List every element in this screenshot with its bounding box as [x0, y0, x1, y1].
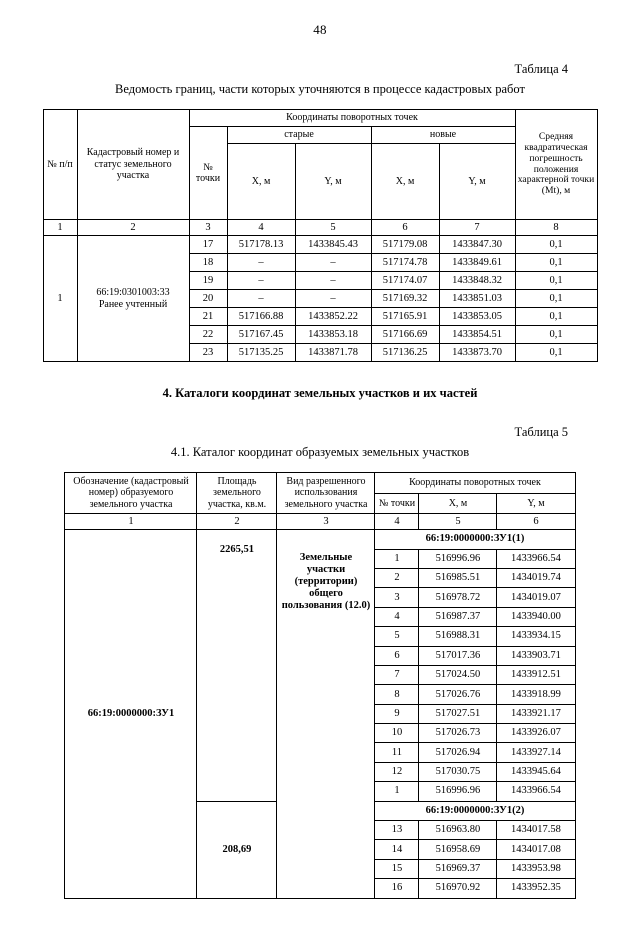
table5-cell-x: 516985.51 [419, 568, 497, 587]
table5-cell-x: 516996.96 [419, 549, 497, 568]
table5-cell-y: 1434019.07 [497, 588, 575, 607]
table4-cell-x-old: – [227, 254, 295, 272]
table-4-boundaries [43, 109, 598, 362]
table4-colnum: 4 [227, 220, 295, 236]
table4-cell-y-old: – [295, 272, 371, 290]
table4-colnum: 8 [515, 220, 597, 236]
table5-cell-y: 1433945.64 [497, 762, 575, 781]
page-number: 48 [313, 22, 327, 37]
table5-cell-x: 516996.96 [419, 782, 497, 801]
table5-cell-y: 1433966.54 [497, 549, 575, 568]
table5-colnum: 3 [277, 514, 375, 530]
table4-cell-y-new: 1433848.32 [439, 272, 515, 290]
table5-cell-permitted-use: Земельные участки (территории) общего пользования (12.0) [277, 530, 375, 898]
table4-cell-y-old: 1433845.43 [295, 236, 371, 254]
table4-cell-point: 23 [189, 344, 227, 362]
table4-th-cadastral: Кадастровый номер и статус земельного участка [77, 110, 189, 220]
table4-cell-y-old: – [295, 290, 371, 308]
table4-th-point-no: № точки [189, 127, 227, 220]
table5-cell-x: 516978.72 [419, 588, 497, 607]
table5-cell-x: 517030.75 [419, 762, 497, 781]
table4-cell-y-old: 1433852.22 [295, 308, 371, 326]
table4-cell-y-old: 1433853.18 [295, 326, 371, 344]
table4-cell-y-new: 1433854.51 [439, 326, 515, 344]
table5-cell-x: 517027.51 [419, 704, 497, 723]
table4-cell-mt: 0,1 [515, 254, 597, 272]
table4-cell-y-old: 1433871.78 [295, 344, 371, 362]
table4-cell-x-old: – [227, 290, 295, 308]
table5-cell-point: 9 [375, 704, 419, 723]
table5-th-designation: Обозначение (кадастровый номер) образуемого земельного участка [65, 473, 197, 514]
table4-cell-y-new: 1433873.70 [439, 344, 515, 362]
table4-header-row-1 [43, 110, 597, 127]
table4-cell-x-new: 517179.08 [371, 236, 439, 254]
table4-cell-x-old: 517167.45 [227, 326, 295, 344]
table4-cell-x-new: 517165.91 [371, 308, 439, 326]
table5-cell-y: 1433940.00 [497, 607, 575, 626]
table5-caption: 4.1. Каталог координат образуемых земельных участков [170, 445, 470, 459]
table5-cell-y: 1434019.74 [497, 568, 575, 587]
table4-cell-mt: 0,1 [515, 308, 597, 326]
table4-colnum: 3 [189, 220, 227, 236]
table5-cell-x: 517024.50 [419, 665, 497, 684]
table4-cell-y-new: 1433851.03 [439, 290, 515, 308]
table5-column-numbers-row [65, 514, 575, 530]
table5-cell-point: 12 [375, 762, 419, 781]
table5-cell-y: 1434017.58 [497, 821, 575, 840]
table5-cell-point: 3 [375, 588, 419, 607]
table4-cell-x-new: 517166.69 [371, 326, 439, 344]
table5-cell-designation: 66:19:0000000:ЗУ1 [65, 530, 197, 898]
table5-cell-point: 16 [375, 879, 419, 898]
table4-th-x-old: X, м [227, 144, 295, 220]
table4-colnum: 2 [77, 220, 189, 236]
table4-th-old-group: старые [227, 127, 371, 144]
table4-cell-point: 19 [189, 272, 227, 290]
table5-cell-point: 7 [375, 665, 419, 684]
table4-cell-mt: 0,1 [515, 344, 597, 362]
table5-cell-point: 1 [375, 549, 419, 568]
table5-th-permitted-use: Вид разрешенного использования земельного участка [277, 473, 375, 514]
table4-th-new-group: новые [371, 127, 515, 144]
table5-cell-y: 1433912.51 [497, 665, 575, 684]
table4-cell-point: 22 [189, 326, 227, 344]
table5-cell-y: 1434017.08 [497, 840, 575, 859]
table4-cell-y-new: 1433847.30 [439, 236, 515, 254]
table4-cell-mt: 0,1 [515, 326, 597, 344]
table5-cell-x: 516987.37 [419, 607, 497, 626]
table4-cell-y-new: 1433849.61 [439, 254, 515, 272]
table5-cell-point: 10 [375, 724, 419, 743]
table4-cell-np: 1 [43, 236, 77, 362]
table5-cell-x: 516969.37 [419, 859, 497, 878]
table4-cell-x-new: 517174.78 [371, 254, 439, 272]
table4-colnum: 1 [43, 220, 77, 236]
table4-cell-x-old: 517166.88 [227, 308, 295, 326]
table4-cell-x-old: – [227, 272, 295, 290]
table4-cell-point: 18 [189, 254, 227, 272]
cadastral-number: 66:19:0301003:33 [96, 287, 170, 299]
table5-group-row [65, 530, 575, 549]
table5-colnum: 1 [65, 514, 197, 530]
table4-cell-point: 17 [189, 236, 227, 254]
table5-cell-x: 517026.76 [419, 685, 497, 704]
table5-cell-y: 1433966.54 [497, 782, 575, 801]
table4-th-y-new: Y, м [439, 144, 515, 220]
table5-th-point-no: № точки [375, 493, 419, 514]
table4-th-y-old: Y, м [295, 144, 371, 220]
table5-th-y: Y, м [497, 493, 575, 514]
table5-label: Таблица 5 [514, 425, 568, 439]
table4-cell-point: 20 [189, 290, 227, 308]
table4-cell-y-old: – [295, 254, 371, 272]
table5-cell-point: 13 [375, 821, 419, 840]
table5-cell-y: 1433918.99 [497, 685, 575, 704]
table5-cell-point: 2 [375, 568, 419, 587]
table5-cell-y: 1433921.17 [497, 704, 575, 723]
table4-cell-mt: 0,1 [515, 290, 597, 308]
table5-cell-x: 516963.80 [419, 821, 497, 840]
table4-colnum: 7 [439, 220, 515, 236]
table5-cell-x: 516970.92 [419, 879, 497, 898]
table5-cell-y: 1433952.35 [497, 879, 575, 898]
table5-cell-x: 517026.73 [419, 724, 497, 743]
table4-cell-x-new: 517136.25 [371, 344, 439, 362]
table5-cell-point: 5 [375, 627, 419, 646]
table5-cell-point: 11 [375, 743, 419, 762]
table4-cell-x-new: 517169.32 [371, 290, 439, 308]
table5-cell-point: 8 [375, 685, 419, 704]
table5-colnum: 2 [197, 514, 277, 530]
table5-colnum: 5 [419, 514, 497, 530]
table5-cell-x: 517026.94 [419, 743, 497, 762]
table4-caption: Ведомость границ, части которых уточняются в процессе кадастровых работ [115, 82, 525, 96]
table4-th-mt: Средняя квадратическая погрешность положения характерной точки (Мt), м [515, 110, 597, 220]
section-4-heading: 4. Каталоги координат земельных участков и их частей [162, 386, 478, 400]
table5-cell-y: 1433903.71 [497, 646, 575, 665]
table4-cell-cadastral [77, 236, 189, 362]
table4-colnum: 5 [295, 220, 371, 236]
table4-cell-x-new: 517174.07 [371, 272, 439, 290]
table5-th-area: Площадь земельного участка, кв.м. [197, 473, 277, 514]
table5-cell-x: 517017.36 [419, 646, 497, 665]
table5-cell-point: 15 [375, 859, 419, 878]
table-row [43, 236, 597, 254]
table4-th-np: № п/п [43, 110, 77, 220]
table4-cell-x-old: 517178.13 [227, 236, 295, 254]
table5-cell-y: 1433926.07 [497, 724, 575, 743]
table5-cell-point: 4 [375, 607, 419, 626]
table4-colnum: 6 [371, 220, 439, 236]
table4-th-coords-group: Координаты поворотных точек [189, 110, 515, 127]
table5-group-title: 66:19:0000000:ЗУ1(1) [375, 530, 575, 549]
table5-cell-x: 516988.31 [419, 627, 497, 646]
table5-colnum: 6 [497, 514, 575, 530]
table5-cell-y: 1433934.15 [497, 627, 575, 646]
table5-cell-y: 1433953.98 [497, 859, 575, 878]
table4-cell-point: 21 [189, 308, 227, 326]
table5-header-row-1 [65, 473, 575, 494]
table5-cell-point: 14 [375, 840, 419, 859]
cadastral-status: Ранее учтенный [98, 298, 168, 310]
table5-colnum: 4 [375, 514, 419, 530]
table5-cell-x: 516958.69 [419, 840, 497, 859]
document-page [0, 22, 640, 927]
table4-th-x-new: X, м [371, 144, 439, 220]
table5-th-coords-group: Координаты поворотных точек [375, 473, 575, 494]
table4-cell-mt: 0,1 [515, 236, 597, 254]
table5-cell-point: 6 [375, 646, 419, 665]
table5-group-title: 66:19:0000000:ЗУ1(2) [375, 801, 575, 820]
table-5-catalog [64, 472, 575, 899]
table4-cell-mt: 0,1 [515, 272, 597, 290]
table5-cell-point: 1 [375, 782, 419, 801]
table5-cell-area: 2265,51 [197, 530, 277, 801]
table4-cell-y-new: 1433853.05 [439, 308, 515, 326]
table4-column-numbers-row [43, 220, 597, 236]
table4-label: Таблица 4 [514, 62, 568, 76]
table5-th-x: X, м [419, 493, 497, 514]
table5-cell-y: 1433927.14 [497, 743, 575, 762]
table4-cell-x-old: 517135.25 [227, 344, 295, 362]
table5-cell-area: 208,69 [197, 801, 277, 898]
